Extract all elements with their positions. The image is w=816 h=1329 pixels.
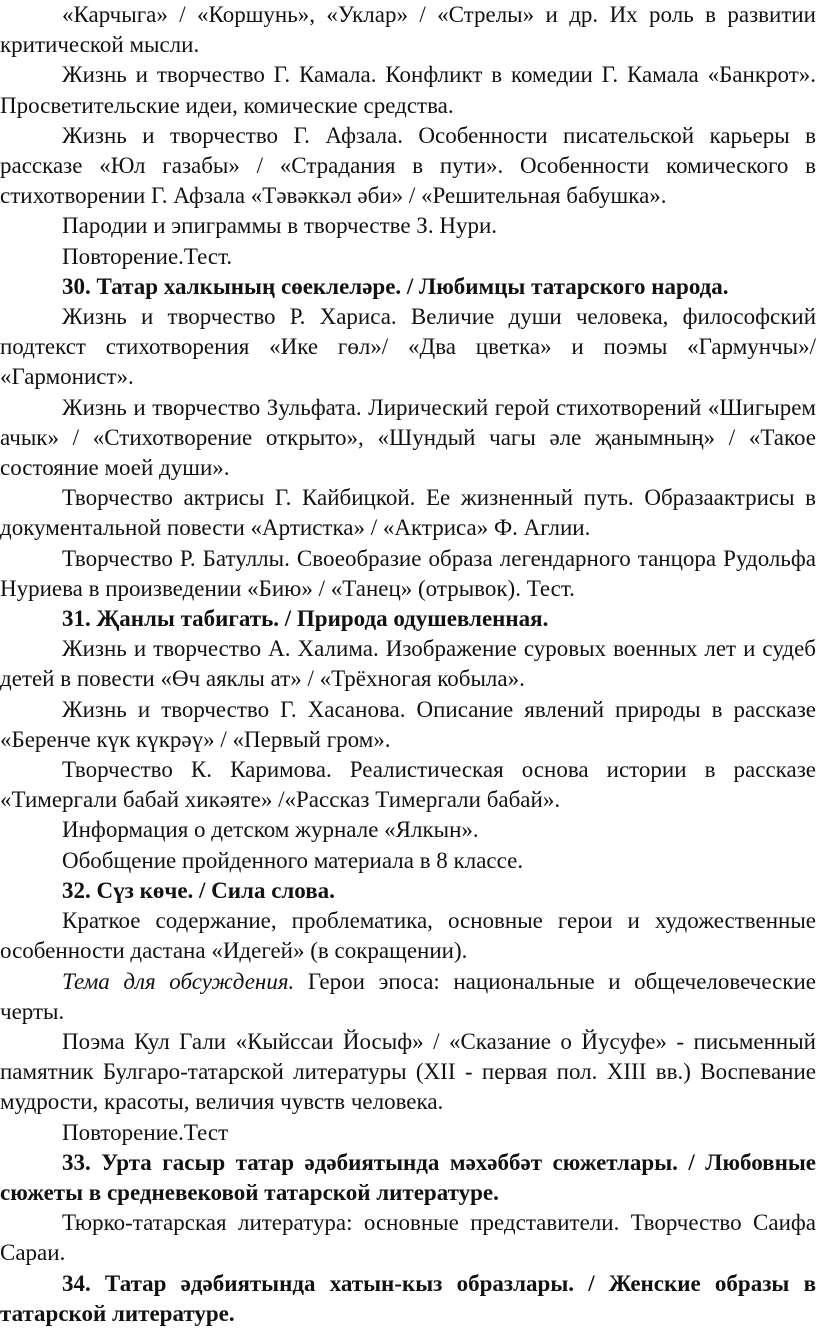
paragraph: Жизнь и творчество А. Халима. Изображение суровых военных лет и судеб детей в повести «Өч аяклы ат» / «Трёхногая кобыла». (0, 636, 816, 692)
paragraph: Жизнь и творчество Р. Хариса. Величие души человека, философский подтекст стихотворения «Ике гөл»/ «Два цветка» и поэмы «Гармунчы»/ «Гармонист». (0, 304, 816, 390)
section-heading: 33. Урта гасыр татар әдәбиятында мәхәббәт сюжетлары. / Любовные сюжеты в средневековой татарской литературе. (0, 1149, 816, 1205)
section-heading: 31. Җанлы табигать. / Природа одушевленная. (62, 606, 549, 632)
paragraph: Обобщение пройденного материала в 8 классе. (62, 847, 524, 873)
paragraph: Жизнь и творчество Г. Камала. Конфликт в комедии Г. Камала «Банкрот». Просветительские идеи, комические средства. (0, 62, 816, 118)
discussion-paragraph (0, 967, 816, 1027)
paragraph: Жизнь и творчество Зульфата. Лирический герой стихотворений «Шигырем ачык» / «Стихотворение открыто», «Шундый чагы әле җанымның» / «Такое состояние моей души». (0, 394, 816, 481)
section-heading: 34. Татар әдәбиятында хатын-кыз образлары. / Женские образы в татарской литературе. (0, 1270, 816, 1326)
paragraph: Жизнь и творчество Г. Хасанова. Описание явлений природы в рассказе «Беренче күк күкрәү» / «Первый гром». (0, 696, 816, 752)
paragraph: Творчество Р. Батуллы. Своеобразие образа легендарного танцора Рудольфа Нуриева в произведении «Бию» / «Танец» (отрывок). Тест. (0, 545, 816, 601)
paragraph: Пародии и эпиграммы в творчестве З. Нури. (62, 213, 498, 239)
paragraph: Творчество К. Каримова. Реалистическая основа истории в рассказе «Тимергали бабай хикәяте» /«Рассказ Тимергали бабай». (0, 757, 816, 813)
discussion-text: Герои эпоса: национальные и общечеловеческие черты. (0, 968, 816, 1024)
section-heading: 32. Сүз көче. / Сила слова. (62, 877, 335, 903)
paragraph: Информация о детском журнале «Ялкын». (62, 817, 479, 843)
paragraph: Жизнь и творчество Г. Афзала. Особенности писательской карьеры в рассказе «Юл газабы» / «Страдания в пути». Особенности комического в стихотворении Г. Афзала «Тәвәккәл әби» / «Решительная бабушка». (0, 122, 816, 209)
paragraph: Повторение.Тест. (62, 243, 233, 269)
paragraph: Тюрко-татарская литература: основные представители. Творчество Саифа Сараи. (0, 1210, 816, 1266)
section-heading: 30. Татар халкының сөеклеләре. / Любимцы татарского народа. (62, 273, 729, 299)
paragraph: Повторение.Тест (62, 1119, 229, 1145)
discussion-label: Тема для обсуждения. (62, 968, 295, 994)
paragraph: «Карчыга» / «Коршунь», «Уклар» / «Стрелы» и др. Их роль в развитии критической мысли. (0, 2, 816, 58)
paragraph: Поэма Кул Гали «Кыйссаи Йосыф» / «Сказание о Йусуфе» - письменный памятник Булгаро-татарской литературы (XII - первая пол. XIII вв.) Воспевание мудрости, красоты, величия чувств человека. (0, 1028, 816, 1115)
paragraph: Творчество актрисы Г. Кайбицкой. Ее жизненный путь. Образаактрисы в документальной повести «Артистка» / «Актриса» Ф. Аглии. (0, 485, 816, 541)
paragraph: Краткое содержание, проблематика, основные герои и художественные особенности дастана «Идегей» (в сокращении). (0, 908, 816, 964)
